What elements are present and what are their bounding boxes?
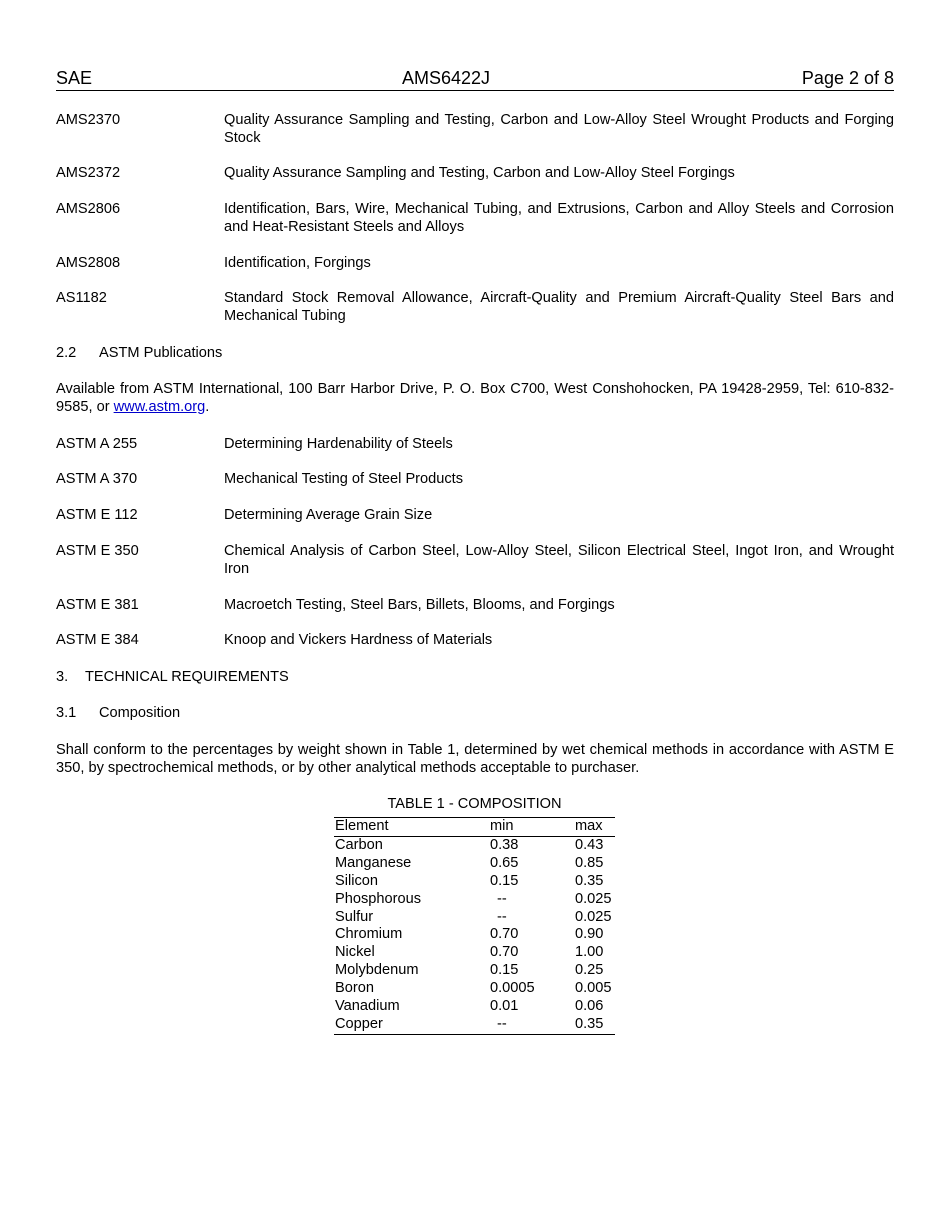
reference-code: AMS2372 (56, 165, 121, 181)
min-cell: 0.01 (490, 998, 519, 1015)
reference-entry (56, 596, 894, 614)
reference-entry (56, 289, 894, 325)
reference-code: AMS2808 (56, 255, 121, 271)
element-cell: Silicon (335, 872, 378, 889)
max-cell: 0.43 (575, 836, 604, 853)
reference-title: Quality Assurance Sampling and Testing, Carbon and Low-Alloy Steel Forgings (224, 165, 735, 181)
section-heading-astm (56, 344, 222, 362)
table-row (334, 980, 615, 998)
element-cell: Boron (335, 980, 374, 997)
section-number: 3.1 (56, 705, 77, 721)
min-cell: -- (497, 1015, 507, 1032)
element-cell: Sulfur (335, 908, 374, 925)
table-row (334, 944, 615, 962)
table-row (334, 962, 615, 980)
reference-title: Quality Assurance Sampling and Testing, Carbon and Low-Alloy Steel Wrought Products and Forging Stock (224, 112, 894, 146)
reference-title: Macroetch Testing, Steel Bars, Billets, Blooms, and Forgings (224, 597, 615, 613)
table-row (334, 1016, 615, 1034)
header-page-number: Page 2 of 8 (801, 68, 894, 88)
reference-entry (56, 506, 894, 524)
section-title: TECHNICAL REQUIREMENTS (85, 669, 289, 685)
reference-title: Knoop and Vickers Hardness of Materials (224, 632, 493, 648)
column-header: Element (334, 818, 489, 837)
column-header: min (489, 818, 574, 837)
min-cell: -- (497, 890, 507, 907)
element-cell: Manganese (335, 854, 412, 871)
section-title: ASTM Publications (99, 345, 223, 361)
reference-entry (56, 470, 894, 488)
reference-title: Standard Stock Removal Allowance, Aircraft-Quality and Premium Aircraft-Quality Steel Bars and Mechanical Tubing (224, 290, 894, 324)
reference-code: ASTM E 381 (56, 597, 139, 613)
reference-title: Identification, Bars, Wire, Mechanical Tubing, and Extrusions, Carbon and Alloy Steels and Corrosion and Heat-Resistant Steels and Alloys (224, 201, 894, 235)
element-cell: Vanadium (335, 998, 400, 1015)
max-cell: 1.00 (575, 944, 604, 961)
min-cell: 0.15 (490, 962, 519, 979)
min-cell: -- (497, 908, 507, 925)
reference-title: Determining Hardenability of Steels (224, 436, 453, 452)
reference-title: Determining Average Grain Size (224, 507, 433, 523)
table-header-row (334, 818, 615, 837)
min-cell: 0.15 (490, 872, 519, 889)
min-cell: 0.70 (490, 926, 519, 943)
table-row (334, 836, 615, 854)
section-heading-technical (56, 668, 289, 686)
reference-entry (56, 200, 894, 236)
max-cell: 0.25 (575, 962, 604, 979)
element-cell: Copper (335, 1015, 383, 1032)
table-row (334, 926, 615, 944)
reference-code: ASTM A 255 (56, 436, 138, 452)
max-cell: 0.025 (575, 890, 612, 907)
min-cell: 0.0005 (490, 980, 535, 997)
max-cell: 0.35 (575, 1015, 604, 1032)
element-cell: Phosphorous (335, 890, 422, 907)
composition-paragraph: Shall conform to the percentages by weight shown in Table 1, determined by wet chemical methods in accordance with ASTM E 350, by spectrochemical methods, or by other analytical methods acceptable to purchaser. (56, 742, 894, 776)
reference-entry (56, 111, 894, 147)
header-org: SAE (56, 68, 93, 88)
table-row (334, 891, 615, 909)
table-row (334, 909, 615, 927)
reference-entry (56, 542, 894, 578)
reference-entry (56, 254, 894, 272)
table-title: TABLE 1 - COMPOSITION (387, 796, 562, 812)
min-cell: 0.38 (490, 836, 519, 853)
table-row (334, 873, 615, 891)
max-cell: 0.005 (575, 980, 612, 997)
reference-entry (56, 164, 894, 182)
reference-code: AMS2370 (56, 112, 121, 128)
availability-text: Available from ASTM International, 100 Barr Harbor Drive, P. O. Box C700, West Conshohocken, PA 19428-2959, Tel: 610-832-9585, or (56, 381, 894, 415)
min-cell: 0.70 (490, 944, 519, 961)
astm-availability (56, 380, 894, 416)
header-doc-id: AMS6422J (402, 68, 491, 88)
reference-code: ASTM E 112 (56, 507, 138, 523)
min-cell: 0.65 (490, 854, 519, 871)
section-number: 3. (56, 669, 69, 685)
max-cell: 0.025 (575, 908, 612, 925)
reference-title: Identification, Forgings (224, 255, 371, 271)
astm-website-link[interactable]: www.astm.org (113, 399, 206, 415)
section-heading-composition (56, 704, 180, 722)
element-cell: Molybdenum (335, 962, 419, 979)
max-cell: 0.06 (575, 998, 604, 1015)
element-cell: Carbon (335, 836, 383, 853)
reference-code: ASTM E 384 (56, 632, 139, 648)
column-header: max (574, 818, 615, 837)
max-cell: 0.85 (575, 854, 604, 871)
table-row (334, 855, 615, 873)
max-cell: 0.35 (575, 872, 604, 889)
table-row (334, 998, 615, 1016)
element-cell: Nickel (335, 944, 375, 961)
reference-entry (56, 631, 894, 649)
reference-code: ASTM E 350 (56, 543, 139, 559)
availability-end: . (205, 399, 210, 415)
reference-entry (56, 435, 894, 453)
reference-code: AS1182 (56, 290, 107, 306)
section-number: 2.2 (56, 345, 77, 361)
section-title: Composition (99, 705, 181, 721)
page-header (56, 68, 894, 91)
composition-table (334, 817, 615, 1035)
reference-code: AMS2806 (56, 201, 121, 217)
max-cell: 0.90 (575, 926, 604, 943)
reference-code: ASTM A 370 (56, 471, 138, 487)
element-cell: Chromium (335, 926, 403, 943)
reference-title: Chemical Analysis of Carbon Steel, Low-Alloy Steel, Silicon Electrical Steel, Ingot Iron, and Wrought Iron (224, 543, 894, 577)
reference-title: Mechanical Testing of Steel Products (224, 471, 464, 487)
